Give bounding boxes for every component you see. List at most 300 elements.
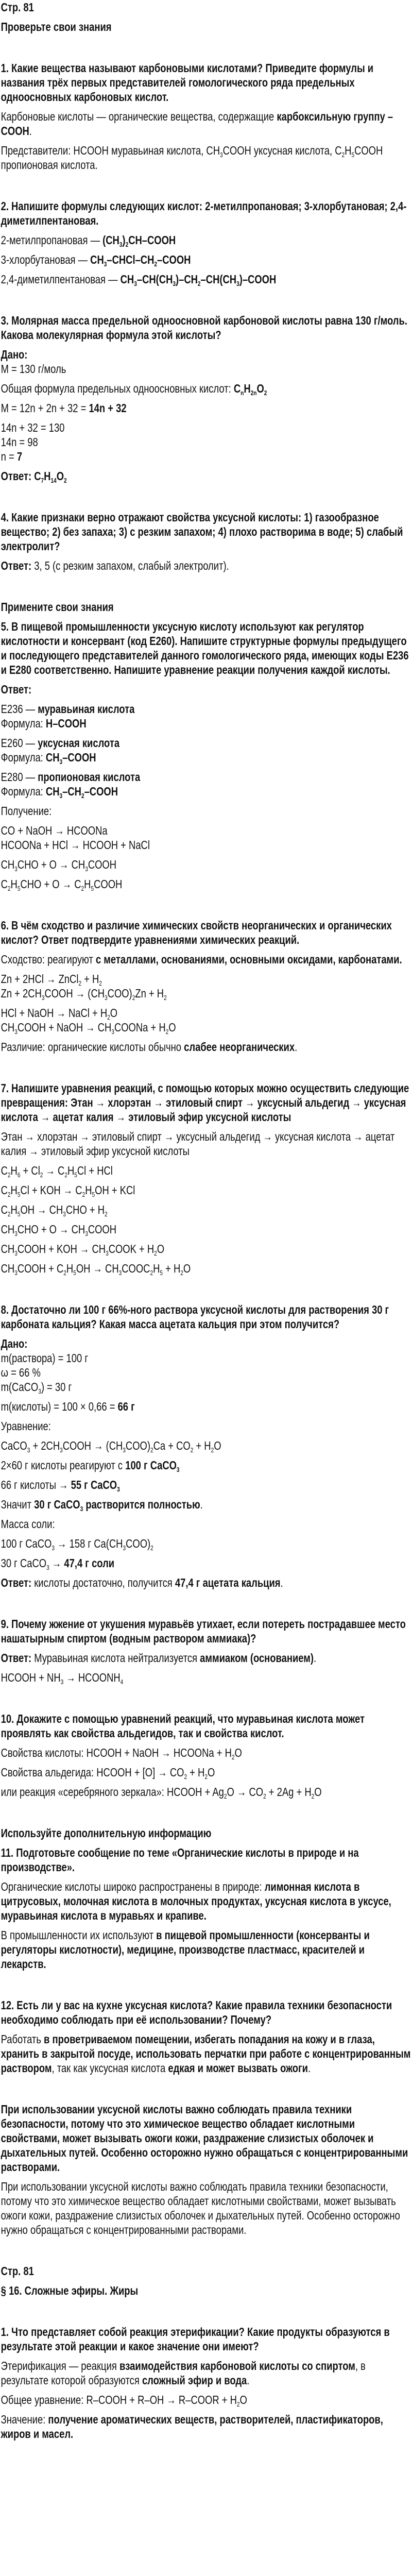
text-run: → 158 г Ca(CH [54,1537,123,1550]
subscript: 5 [74,1172,77,1179]
subscript: 2 [99,980,102,988]
text-run: COOC [122,1262,150,1275]
bold-subscript: 2 [64,477,67,485]
text-run: + 2CH [30,1439,60,1452]
text-run: COOH [88,1223,117,1236]
text-line [1,2393,412,2407]
subscript: 2 [165,1028,169,1036]
text-run: H [84,877,91,891]
answer-paragraph [1,1879,412,1923]
bold-text: едкая и может вызвать ожоги [168,2061,308,2075]
text-run: CHO + H [65,1203,105,1216]
text-run: → C [43,1164,65,1177]
bold-text: Ответ: C [1,469,41,483]
text-run: n = [1,450,17,463]
bold-text: в проветриваемом помещении, избегать попадания на кожу и в глаза, хранить в закрытой посуде, использовать перчатки при работе с концентрированным раствором [1,2032,411,2075]
text-run: O [183,1262,191,1275]
text-run: + 2Ag + H [266,1785,312,1799]
text-run: 2,4-диметилпентановая — [1,273,121,286]
bold-text: аммиаком (основанием) [200,1651,314,1665]
text-line [1,2102,412,2174]
text-run: Стр. 81 [1,1,34,14]
text-line [1,1336,412,1351]
text-line [1,877,412,891]
text-run: CH [1,1242,15,1256]
text-line [1,972,412,986]
section-heading [1,0,412,14]
subscript: 3 [46,1564,49,1572]
text-run: + H [81,972,99,986]
question-text [1,619,412,677]
answer-paragraph [1,1419,412,1433]
subscript: 3 [85,1230,88,1238]
subscript: 5 [73,1269,76,1277]
text-run: ) = 30 г [41,1380,72,1394]
answer-paragraph [1,1202,412,1217]
bold-text: H [44,469,51,483]
text-run: Значение: [1,2413,48,2426]
text-run: COOH уксусная кислота, C [222,144,342,157]
text-run: , так как уксусная кислота [52,2061,168,2075]
bold-text: –COOH [157,253,191,266]
subscript: 2 [82,1191,85,1199]
text-run: H [10,1183,18,1197]
text-run: HCOONa + HCl → HCOOH + NaCl [1,838,150,852]
answer-paragraph [1,1765,412,1780]
subscript: 2 [211,1447,214,1454]
text-line [1,1399,412,1414]
text-line [1,770,412,784]
subscript: 3 [52,1545,55,1552]
text-run: COOH [94,877,123,891]
answer-paragraph [1,1497,412,1512]
text-run: Cl + KOH → C [20,1183,82,1197]
text-run: Уравнение: [1,1419,51,1433]
text-run: Стр. 81 [1,2264,34,2278]
answer-paragraph [1,1163,412,1178]
text-run: COO) [125,1439,150,1452]
text-run: При использовании уксусной кислоты важно соблюдать правила техники безопасности, потому что это химическое вещество обладает кислотными свойствами, может вызывать ожоги кожи, раздражение слизистых оболочек и дыхательных путей. Особенно осторожно нужно обращаться с концентрированными растворами. [1,2180,400,2236]
text-run: OH → CH [20,1203,63,1216]
text-line [1,510,412,553]
bold-text: CH–COOH [128,233,176,247]
text-line [1,1302,412,1331]
bold-subscript: 2 [197,280,201,288]
subscript: 3 [14,1230,18,1238]
text-line [1,682,412,697]
bold-subscript: 2 [125,241,129,249]
bold-text: получение ароматических веществ, растворителей, пластификаторов, жиров и масел. [1,2413,383,2441]
subscript: 3 [106,1250,109,1258]
answer-paragraph [1,952,412,967]
answer-paragraph [1,272,412,286]
text-line [1,1202,412,1217]
text-run: Органические кислоты широко распространены в природе: [1,1880,265,1893]
text-run: . [247,2374,250,2387]
text-run: 9. Почему жжение от укушения муравьёв утихает, если потереть пострадавшее место нашатырным спиртом (водным раствором аммиака)? [1,1617,406,1645]
answer-paragraph [1,1040,412,1054]
text-run: Проверьте свои знания [1,20,112,33]
subscript: 3 [14,1269,18,1277]
answer-paragraph [1,1336,412,1394]
bold-text: Дано: [1,1337,28,1350]
text-line [1,702,412,716]
subscript: 2 [341,151,345,159]
answer-paragraph [1,1928,412,1971]
bold-text: –CH [62,785,81,798]
text-run: HCl + NaOH → NaCl + H [1,1006,108,1020]
text-run: 30 г CaCO [1,1556,47,1570]
answer-paragraph [1,109,412,138]
text-line [1,20,412,34]
question-text [1,2102,412,2174]
text-run: При использовании уксусной кислоты важно соблюдать правила техники безопасности, потому что это химическое вещество обладает кислотными свойствами, может вызывать ожоги кожи, раздражение слизистых оболочек и дыхательных путей. Особенно осторожно нужно обращаться с концентрированными растворами. [1,2103,408,2174]
text-run: COOH + NaOH → CH [17,1021,112,1034]
text-run: H [10,1164,18,1177]
bold-text: )–CH [175,273,198,286]
answer-paragraph [1,420,412,464]
answer-paragraph [1,736,412,765]
text-line [1,362,412,376]
text-run: C [1,1203,8,1216]
bold-text: Ответ: [1,1576,32,1589]
bold-subscript: n [241,389,244,397]
text-run: Общая формула предельных одноосновных кислот: [1,382,234,395]
text-run: COO) [107,987,132,1000]
answer-paragraph [1,2179,412,2237]
text-line [1,619,412,677]
subscript: 3 [123,1447,126,1454]
bold-subscript: 3 [104,261,107,268]
text-line [1,109,412,138]
bold-text: в пищевой промышленности (консерванты и регуляторы кислотности), медицине, производстве пластмасс, красителей и лекарств. [1,1928,370,1971]
text-run: 3-хлорбутановая — [1,253,91,266]
text-run: 11. Подготовьте сообщение по теме «Органические кислоты в природе и на производстве». [1,1846,359,1874]
text-run: . [200,1498,203,1511]
bold-text: с металлами, основаниями, основными оксидами, карбонатами. [95,953,402,966]
text-run: O [314,1785,322,1799]
text-line [1,716,412,731]
bold-text: O [256,382,264,395]
bold-subscript: 7 [41,477,44,485]
text-line [1,1765,412,1780]
answer-paragraph [1,1478,412,1492]
answer-paragraph [1,682,412,697]
text-line [1,1129,412,1158]
subscript: 3 [63,1211,66,1218]
subscript: 2 [105,1211,108,1218]
question-text [1,1998,412,2027]
text-line [1,1261,412,1276]
text-run: COO) [126,1537,151,1550]
bold-text: –COOH [62,751,96,764]
text-run: COOH → (CH [62,1439,123,1452]
answer-paragraph [1,1517,412,1531]
subscript: 2 [180,1269,183,1277]
text-run: COOH + C [17,1262,64,1275]
text-run: O [110,1006,118,1020]
text-line [1,1928,412,1971]
subscript: 2 [107,1014,110,1022]
subscript: 2 [184,1773,187,1781]
bold-text: карбоксильную группу –COOH [1,110,393,138]
text-line [1,1745,412,1760]
answer-paragraph [1,143,412,172]
bold-text: CH [120,273,134,286]
answer-paragraph [1,1651,412,1665]
bold-subscript: 3 [176,1466,180,1474]
bold-subscript: 3 [119,241,123,249]
text-line [1,804,412,818]
text-run: CH [1,1262,15,1275]
subscript: 2 [204,1773,208,1781]
subscript: 2 [7,885,11,893]
text-line [1,986,412,1001]
text-run: Этан → хлорэтан → этиловый спирт → уксусный альдегид → уксусная кислота → ацетат калия → этиловый эфир уксусной кислоты [1,1130,395,1158]
text-line [1,2264,412,2278]
answer-paragraph [1,804,412,818]
subscript: 2 [81,885,84,893]
answer-paragraph [1,2393,412,2407]
question-text [1,1845,412,1874]
question-text [1,510,412,553]
text-line [1,0,412,14]
bold-subscript: 3 [59,758,63,766]
answer-paragraph [1,1556,412,1570]
bold-subscript: 3 [134,280,137,288]
subscript: 3 [38,1388,41,1396]
text-run: Различие: органические кислоты обычно [1,1040,184,1054]
question-text [1,1617,412,1646]
text-line [1,857,412,872]
answer-paragraph [1,2412,412,2441]
text-line [1,2325,412,2353]
subscript: 3 [85,866,88,873]
text-run: Примените свои знания [1,600,114,614]
text-run: В промышленности их используют [1,1928,157,1942]
section-heading [1,2283,412,2298]
bold-text: (CH [102,233,119,247]
text-run: 66 г кислоты → [1,1478,71,1492]
text-line [1,750,412,765]
text-run: Формула: [1,751,46,764]
answer-paragraph [1,1536,412,1551]
text-line [1,401,412,415]
answer-paragraph [1,1242,412,1256]
answer-paragraph [1,252,412,267]
text-run: C [1,877,8,891]
section-heading [1,600,412,614]
text-line [1,2412,412,2441]
bold-text: ) [122,233,126,247]
bold-text: взаимодействия карбоновой кислоты со спиртом [119,2359,355,2372]
question-text [1,1302,412,1331]
text-line [1,600,412,614]
text-line [1,1081,412,1124]
text-line [1,1020,412,1035]
subscript: 2 [7,1191,11,1199]
answer-paragraph [1,1222,412,1236]
text-line [1,1711,412,1740]
bold-text: Дано: [1,348,28,361]
text-run: 7. Напишите уравнения реакций, с помощью которых можно осуществить следующие превращения: Этан → хлорэтан → этиловый спирт → уксусный альдегид → уксусная кислота → ацетат калия → этиловый эфир уксусной кислоты [1,1081,409,1124]
text-run: C [1,1164,8,1177]
bold-text: 55 г CaCO [71,1478,117,1492]
text-run: 8. Достаточно ли 100 г 66%-ного раствора уксусной кислоты для растворения 30 г карбоната кальция? Какая масса ацетата кальция при этом получится? [1,1303,389,1331]
text-line [1,272,412,286]
question-text [1,313,412,342]
text-line [1,1845,412,1874]
text-run: Сходство: реагируют [1,953,96,966]
subscript: 2 [154,1250,157,1258]
subscript: 2 [150,1269,153,1277]
bold-text: муравьиная кислота [38,702,135,716]
text-line [1,1163,412,1178]
text-run: . [314,1651,317,1665]
text-run: . [295,1040,298,1054]
text-run: E280 — [1,770,38,784]
bold-text: H [244,382,251,395]
answer-paragraph [1,1006,412,1035]
subscript: 4 [120,1679,124,1686]
text-run: Общее уравнение: R–COOH + R–OH → R–COOR + H [1,2393,237,2406]
text-line [1,823,412,838]
bold-text: C [233,382,241,395]
bold-text: пропионовая кислота [38,770,141,784]
subscript: 2 [78,980,82,988]
text-run: O [168,1021,176,1034]
subscript: 2 [231,1754,235,1761]
question-text [1,2325,412,2353]
subscript: 5 [351,151,355,159]
text-run: M = 12n + 2n + 32 = [1,401,89,415]
answer-paragraph [1,702,412,731]
text-run: 4. Какие признаки верно отражают свойства уксусной кислоты: 1) газообразное вещество; 2) без запаха; 3) с резким запахом; 4) плохо растворима в воде; 5) слабый электролит? [1,511,403,553]
answer-paragraph [1,1575,412,1590]
bold-text: 100 г CaCO [125,1459,177,1472]
text-line [1,61,412,104]
bold-text: растворится полностью [83,1498,200,1511]
text-line [1,143,412,172]
text-run: . [280,1576,283,1589]
text-line [1,1617,412,1646]
subscript: 2 [150,1447,153,1454]
answer-paragraph [1,1261,412,1276]
bold-text: слабее неорганических [184,1040,295,1054]
text-line [1,736,412,750]
text-run: . [29,124,32,138]
bold-subscript: 2 [264,389,267,397]
text-run: Работать [1,2032,44,2046]
text-run: H [153,1262,160,1275]
subscript: 3 [60,1679,64,1686]
text-run: m(раствора) = 100 г [1,1351,89,1365]
text-run: H [85,1183,92,1197]
answer-paragraph [1,401,412,415]
text-line [1,199,412,228]
text-line [1,1478,412,1492]
text-line [1,1438,412,1453]
question-text [1,1711,412,1740]
text-line [1,449,412,464]
text-run: CH [1,858,15,871]
subscript: 3 [60,1447,63,1454]
text-line [1,1826,412,1840]
text-run: H [345,144,352,157]
subscript: 2 [236,2401,240,2409]
bold-text: CH [90,253,104,266]
answer-paragraph [1,1399,412,1414]
subscript: 5 [92,1191,95,1199]
text-run: + H [163,1262,181,1275]
subscript: 5 [17,1211,21,1218]
section-heading [1,2264,412,2278]
text-run: + H [187,1766,205,1779]
subscript: 2 [40,1172,43,1179]
bold-text: –CH(CH [136,273,173,286]
text-run: O [207,1766,215,1779]
text-run: CHO + O → CH [17,1223,85,1236]
answer-paragraph [1,1785,412,1799]
text-line [1,1351,412,1365]
answer-paragraph [1,1458,412,1472]
bold-text: 7 [16,450,23,463]
text-run: кислоты достаточно, получится [31,1576,175,1589]
text-run: Свойства кислоты: HCOOH + NaOH → HCOONa + H [1,1746,232,1759]
subscript: 5 [17,885,21,893]
bold-text: CH [45,751,60,764]
text-run: Zn + 2HCl → ZnCl [1,972,79,986]
subscript: 2 [263,1793,266,1801]
text-run: 2-метилпропановая — [1,233,103,247]
text-run: Zn + H [135,987,164,1000]
subscript: 3 [14,1028,18,1036]
bold-text: 30 г CaCO [34,1498,80,1511]
text-run: . [307,2061,311,2075]
subscript: 3 [27,1447,30,1454]
section-heading [1,20,412,34]
text-run: 14n = 98 [1,435,38,449]
text-line [1,233,412,247]
subscript: 2 [190,1447,194,1454]
subscript: 3 [111,1028,114,1036]
text-run: CO + NaOH → HCOONa [1,824,108,837]
text-run: O [239,2393,247,2406]
text-run: H [10,877,18,891]
answer-paragraph [1,1670,412,1685]
text-line [1,1497,412,1512]
answer-paragraph [1,1438,412,1453]
subscript: 2 [7,1172,11,1179]
bold-text: O [56,469,64,483]
answer-paragraph [1,877,412,891]
text-run: 5. В пищевой промышленности уксусную кислоту используют как регулятор кислотности и консервант (код E260). Напишите структурные формулы предыдущего и последующего представителей данного гомологического ряда, имеющих коды E236 и E280 соответственно. Напишите уравнение реакции получения каждой кислоты. [1,620,409,676]
bold-text: Ответ: [1,1651,32,1665]
text-run: O → CO [227,1785,264,1799]
bold-text: уксусная кислота [38,736,120,750]
bold-subscript: 3 [236,280,239,288]
text-run: O [234,1746,242,1759]
text-run: CHO + O → CH [17,858,85,871]
text-run: Свойства альдегида: HCOOH + [O] → CO [1,1766,184,1779]
text-run: 1. Что представляет собой реакция этерификации? Какие продукты образуются в результате этой реакции и какое значение они имеют? [1,2325,390,2353]
text-line [1,2283,412,2298]
text-run: OH → CH [76,1262,119,1275]
text-line [1,1040,412,1054]
text-run: 1. Какие вещества называют карбоновыми кислотами? Приведите формулы и названия трёх первых представителей гомологического ряда предельных одноосновных карбоновых кислот. [1,61,374,104]
text-run: m(кислоты) = 100 × 0,66 = [1,1400,118,1413]
question-text [1,1081,412,1124]
